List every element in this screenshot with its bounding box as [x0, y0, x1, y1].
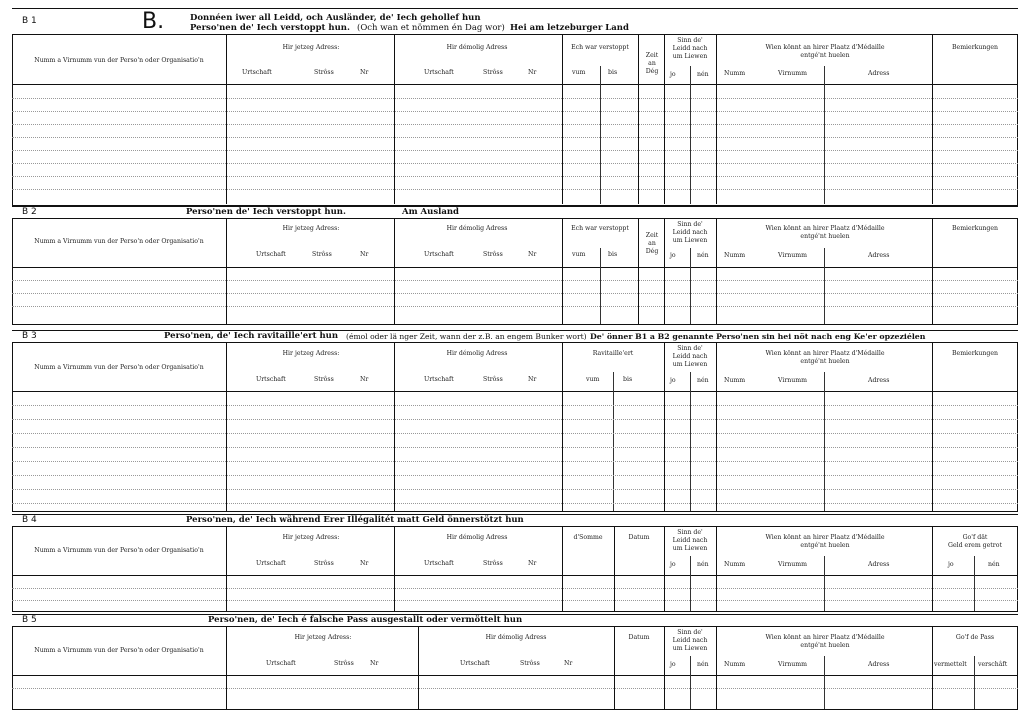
col-victims: Sinn de': [677, 529, 703, 536]
col-medal-address: Adress: [868, 252, 890, 259]
col-from: vum: [572, 69, 586, 76]
section-code: B 3: [22, 331, 37, 341]
col-nr: Nr: [528, 69, 537, 76]
col-former-address: Hir démolig Adress: [446, 44, 508, 51]
col-street: Strôss: [334, 660, 354, 667]
col-medal-first: Virnumm: [778, 70, 808, 77]
col-time-2: an: [648, 60, 656, 67]
col-nr: Nr: [528, 560, 537, 567]
col-town: Urtschaft: [424, 560, 454, 567]
col-money-back: Go'f dät: [962, 534, 988, 541]
section-b2-bar: [12, 206, 1018, 219]
col-town: Urtschaft: [256, 376, 286, 383]
col-medal: Wien könnt an hirer Plaatz d'Médaille: [765, 534, 885, 541]
col-medal-first: Virnumm: [778, 561, 808, 568]
section-code: B 2: [22, 207, 37, 217]
col-to: bis: [608, 69, 618, 76]
col-no: nén: [988, 561, 1000, 568]
col-time-3: Dég: [645, 248, 659, 255]
col-medal-2: entgé'nt huelen: [800, 233, 850, 240]
col-town: Urtschaft: [424, 376, 454, 383]
section-b2: [12, 206, 1018, 326]
col-rule: [600, 66, 601, 204]
col-current-address: Hir jetzeg Adress:: [282, 350, 340, 357]
col-street: Strôss: [483, 376, 503, 383]
col-yes: jo: [670, 71, 676, 78]
col-made: verschâft: [978, 661, 1008, 668]
section-code: B 4: [22, 515, 37, 525]
section-title: Perso'nen, de' Iech ravitaille'ert hun: [164, 331, 339, 341]
col-no: nén: [697, 252, 709, 259]
col-nr: Nr: [360, 376, 369, 383]
col-medal-name: Numm: [724, 561, 746, 568]
col-medal-name: Numm: [724, 661, 746, 668]
form-sheet: [12, 8, 1018, 708]
col-nr: Nr: [528, 376, 537, 383]
col-medal-2: entgé'nt huelen: [800, 358, 850, 365]
col-street: Strôss: [483, 69, 503, 76]
col-rule: [664, 34, 665, 204]
col-victims-2: Leidd nach: [672, 353, 708, 360]
col-town: Urtschaft: [256, 560, 286, 567]
col-rule: [394, 34, 395, 204]
col-rule: [932, 34, 933, 204]
col-medal-2: entgé'nt huelen: [800, 52, 850, 59]
col-victims-2: Leidd nach: [672, 229, 708, 236]
col-victims-3: um Liewen: [672, 645, 708, 652]
col-rule: [562, 34, 563, 204]
col-medal-2: entgé'nt huelen: [800, 542, 850, 549]
col-medal-first: Virnumm: [778, 252, 808, 259]
col-pass: Go'f de Pass: [955, 634, 995, 641]
col-medal-first: Virnumm: [778, 661, 808, 668]
col-issued: vermettelt: [934, 661, 967, 668]
col-time-2: an: [648, 240, 656, 247]
col-medal: Wien könnt an hirer Plaatz d'Médaille: [765, 634, 885, 641]
col-victims: Sinn de': [677, 345, 703, 352]
section-subtitle: Hei am letzeburger Land: [510, 23, 629, 33]
col-date: Datum: [628, 534, 650, 541]
col-sum: d'Somme: [573, 534, 603, 541]
section-note: (émol oder lä nger Zeit, wann der z.B. an engem Bunker wort): [346, 332, 587, 341]
col-current-address: Hir jetzeg Adress:: [282, 44, 340, 51]
col-rule: [226, 34, 227, 204]
col-medal: Wien könnt an hirer Plaatz d'Médaille: [765, 350, 885, 357]
col-town: Urtschaft: [424, 69, 454, 76]
col-to: bis: [608, 251, 618, 258]
col-remarks: Bemierkungen: [951, 225, 998, 232]
section-subtitle: Am Ausland: [402, 207, 459, 217]
col-medal-name: Numm: [724, 252, 746, 259]
col-no: nén: [697, 661, 709, 668]
col-medal-address: Adress: [868, 561, 890, 568]
col-nr: Nr: [528, 251, 537, 258]
col-supplied: Ravitaille'ert: [592, 350, 634, 357]
col-former-address: Hir démolig Adress: [446, 534, 508, 541]
col-street: Strôss: [312, 251, 332, 258]
col-former-address: Hir démolig Adress: [446, 350, 508, 357]
section-title-2: Perso'nen de' Iech verstoppt hun.: [190, 23, 350, 33]
form-letter: B.: [142, 9, 165, 34]
col-nr: Nr: [564, 660, 573, 667]
col-nr: Nr: [360, 69, 369, 76]
section-code: B 1: [22, 16, 37, 26]
col-victims-3: um Liewen: [672, 361, 708, 368]
col-no: nén: [697, 561, 709, 568]
col-street: Strôss: [520, 660, 540, 667]
col-medal-address: Adress: [868, 661, 890, 668]
col-town: Urtschaft: [266, 660, 296, 667]
section-subtitle: De' önner B1 a B2 genannte Perso'nen sin hei nöt nach eng Ke'er opzeziélen: [590, 332, 926, 341]
col-medal: Wien könnt an hirer Plaatz d'Médaille: [765, 225, 885, 232]
col-current-address: Hir jetzeg Adress:: [282, 534, 340, 541]
section-title: Perso'nen, de' Iech während Erer Illégalitét matt Geld önnerstötzt hun: [186, 515, 524, 525]
col-town: Urtschaft: [242, 69, 272, 76]
section-title: Perso'nen de' Iech verstoppt hun.: [186, 207, 346, 217]
section-b1: [12, 8, 1018, 208]
col-nr: Nr: [360, 251, 369, 258]
col-date: Datum: [628, 634, 650, 641]
col-town: Urtschaft: [424, 251, 454, 258]
col-current-address: Hir jetzeg Adress:: [294, 634, 352, 641]
col-nr: Nr: [370, 660, 379, 667]
col-yes: jo: [670, 377, 676, 384]
col-hid: Ech war verstoppt: [571, 44, 629, 51]
col-medal-2: entgé'nt huelen: [800, 642, 850, 649]
col-victims-2: Leidd nach: [672, 45, 708, 52]
col-hid: Ech war verstoppt: [571, 225, 629, 232]
col-street: Strôss: [314, 69, 334, 76]
col-name-header: Numm a Virnumm vun der Perso'n oder Organisatio'n: [34, 238, 204, 245]
col-from: vum: [572, 251, 586, 258]
col-time: Zeit: [645, 52, 659, 59]
col-name-header: Numm a Virnumm vun der Perso'n oder Organisatio'n: [34, 647, 204, 654]
col-remarks: Bemierkungen: [951, 350, 998, 357]
col-yes: jo: [670, 252, 676, 259]
col-rule: [638, 34, 639, 204]
col-victims: Sinn de': [677, 629, 703, 636]
col-time: Zeit: [645, 232, 659, 239]
section-b5: [12, 614, 1018, 710]
col-to: bis: [623, 376, 633, 383]
section-b3: [12, 330, 1018, 510]
col-medal-name: Numm: [724, 377, 746, 384]
col-medal-first: Virnumm: [778, 377, 808, 384]
col-from: vum: [586, 376, 600, 383]
col-former-address: Hir démolig Adress: [485, 634, 547, 641]
col-victims: Sinn de': [677, 221, 703, 228]
col-medal: Wien könnt an hirer Plaatz d'Médaille: [765, 44, 885, 51]
col-victims-2: Leidd nach: [672, 537, 708, 544]
section-note: (Och wan et nömmen én Dag wor): [357, 23, 505, 33]
col-money-back-2: Geld erem getrot: [948, 542, 1002, 549]
col-victims-3: um Liewen: [672, 53, 708, 60]
section-title: Perso'nen, de' Iech é falsche Pass ausgestallt oder vermöttelt hun: [208, 615, 523, 625]
col-victims: Sinn de': [677, 37, 703, 44]
section-b4: [12, 514, 1018, 610]
col-rule: [824, 66, 825, 204]
col-time-3: Dég: [645, 68, 659, 75]
col-yes: jo: [670, 661, 676, 668]
col-rule: [690, 66, 691, 204]
col-street: Strôss: [483, 560, 503, 567]
col-medal-address: Adress: [868, 70, 890, 77]
col-no: nén: [697, 71, 709, 78]
col-victims-2: Leidd nach: [672, 637, 708, 644]
col-name-header: Numm a Virnumm vun der Perso'n oder Organisatio'n: [34, 547, 204, 554]
col-name-header: Numm a Virnumm vun der Perso'n oder Organisatio'n: [34, 57, 204, 64]
col-rule: [716, 34, 717, 204]
col-town: Urtschaft: [256, 251, 286, 258]
col-medal-address: Adress: [868, 377, 890, 384]
section-code: B 5: [22, 615, 37, 625]
col-former-address: Hir démolig Adress: [446, 225, 508, 232]
col-street: Strôss: [314, 560, 334, 567]
col-victims-3: um Liewen: [672, 237, 708, 244]
col-street: Strôss: [483, 251, 503, 258]
col-yes: jo: [670, 561, 676, 568]
col-nr: Nr: [360, 560, 369, 567]
col-current-address: Hir jetzeg Adress:: [282, 225, 340, 232]
col-name-header: Numm a Virnumm vun der Perso'n oder Organisatio'n: [34, 364, 204, 371]
col-medal-name: Numm: [724, 70, 746, 77]
col-no: nén: [697, 377, 709, 384]
col-town: Urtschaft: [460, 660, 490, 667]
col-victims-3: um Liewen: [672, 545, 708, 552]
section-title: Donnéen iwer all Leidd, och Ausländer, de' Iech gehollef hun: [190, 13, 481, 23]
col-remarks: Bemierkungen: [951, 44, 998, 51]
col-yes: jo: [948, 561, 954, 568]
col-street: Strôss: [314, 376, 334, 383]
